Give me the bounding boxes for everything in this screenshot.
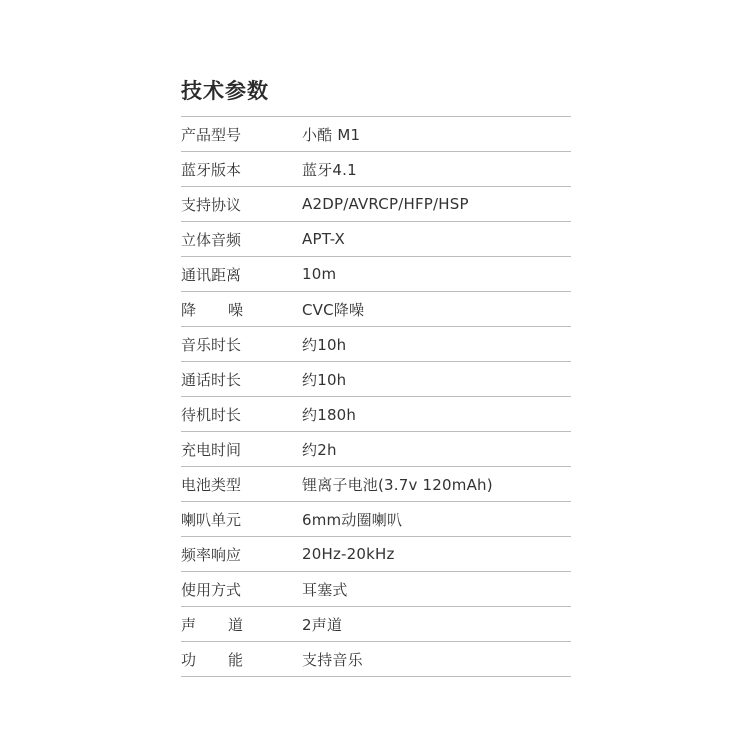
spec-row-range [181,257,571,292]
page-title: 技术参数 [181,79,269,103]
spec-value: 约2h [302,440,337,459]
spec-label: 电池类型 [181,475,242,494]
spec-value: 小酷 M1 [302,125,361,144]
spec-value: 支持音乐 [302,650,363,669]
spec-row-function [181,642,571,677]
spec-row-standby-time [181,397,571,432]
spec-value: A2DP/AVRCP/HFP/HSP [302,195,469,213]
spec-row-battery-type [181,467,571,502]
spec-value: 锂离子电池(3.7v 120mAh) [302,475,493,494]
spec-label: 频率响应 [181,545,242,564]
spec-value: 耳塞式 [302,580,348,599]
spec-label: 立体音频 [181,230,242,249]
spec-label: 产品型号 [181,125,242,144]
spec-value: CVC降噪 [302,300,365,319]
spec-label: 蓝牙版本 [181,160,242,179]
spec-row-frequency-response [181,537,571,572]
spec-label: 支持协议 [181,195,242,214]
spec-label: 使用方式 [181,580,242,599]
spec-label-char: 降 [181,300,197,319]
spec-value: 20Hz-20kHz [302,545,395,563]
spec-row-talk-time [181,362,571,397]
spec-row-protocols [181,187,571,222]
spec-row-model [181,117,571,152]
spec-label: 充电时间 [181,440,242,459]
spec-label: 通讯距离 [181,265,242,284]
spec-label [181,649,243,670]
spec-row-charge-time [181,432,571,467]
spec-value: 约10h [302,370,347,389]
spec-row-wearing-style [181,572,571,607]
spec-table [181,116,571,677]
spec-row-bluetooth-version [181,152,571,187]
spec-row-music-time [181,327,571,362]
spec-value: 蓝牙4.1 [302,160,357,179]
spec-label-char: 能 [227,650,243,669]
spec-row-noise-reduction [181,292,571,327]
spec-label-char: 声 [181,615,197,634]
spec-label: 通话时长 [181,370,242,389]
spec-value: 约180h [302,405,357,424]
spec-value: 10m [302,265,337,283]
spec-label-char: 功 [181,650,197,669]
spec-label: 音乐时长 [181,335,242,354]
spec-label: 待机时长 [181,405,242,424]
spec-label-char: 道 [227,615,243,634]
spec-value: 6mm动圈喇叭 [302,510,403,529]
spec-value: 约10h [302,335,347,354]
spec-value: 2声道 [302,615,343,634]
spec-row-channels [181,607,571,642]
spec-label: 喇叭单元 [181,510,242,529]
spec-value: APT-X [302,230,346,248]
spec-label-char: 噪 [227,300,243,319]
spec-row-stereo-audio [181,222,571,257]
spec-row-speaker-unit [181,502,571,537]
spec-label [181,614,243,635]
spec-label [181,299,243,320]
